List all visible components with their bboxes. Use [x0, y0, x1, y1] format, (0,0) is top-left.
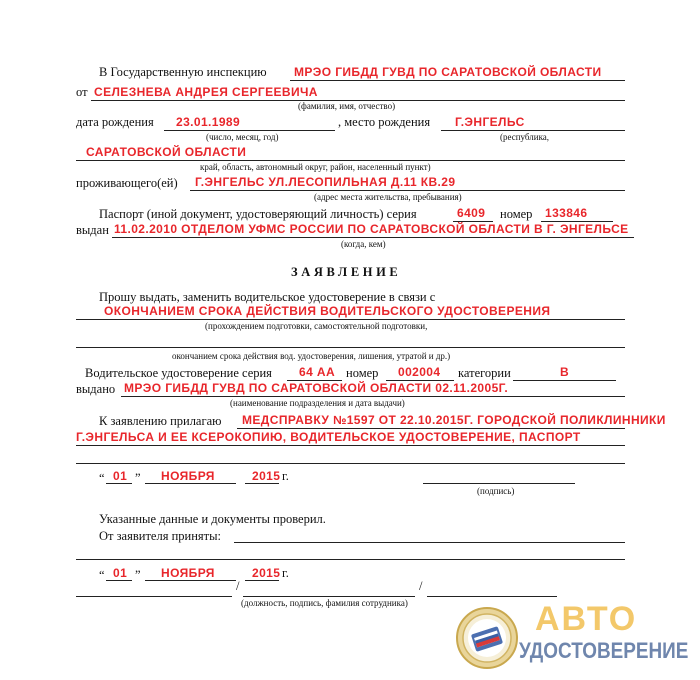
date2-close-quote: ” [135, 568, 141, 582]
signature-caption: (подпись) [477, 486, 515, 496]
reason-underline [76, 347, 625, 348]
date2-day[interactable]: 01 [113, 566, 128, 580]
accepted-underline [234, 542, 625, 543]
number-label: номер [500, 207, 533, 221]
issued-value[interactable]: 11.02.2010 ОТДЕЛОМ УФМС РОССИИ ПО САРАТОВСКОЙ ОБЛАСТИ В Г. ЭНГЕЛЬСЕ [114, 222, 629, 236]
date2-day-underline [106, 580, 132, 581]
officer-slash-1: / [236, 579, 240, 593]
issued-underline [112, 237, 634, 238]
category-value[interactable]: В [560, 365, 570, 379]
accepted-label: От заявителя приняты: [99, 529, 221, 543]
dob-underline [164, 130, 335, 131]
birthplace-value[interactable]: Г.ЭНГЕЛЬС [455, 115, 525, 129]
attach-underline-2 [76, 445, 625, 446]
request-label: Прошу выдать, заменить водительское удостоверение в связи с [99, 290, 436, 304]
passport-number[interactable]: 133846 [545, 206, 588, 220]
region-caption: край, область, автономный округ, район, населенный пункт) [200, 162, 431, 172]
date2-year-suffix: г. [282, 566, 289, 580]
birthplace-label: , место рождения [338, 115, 431, 129]
date2-year[interactable]: 2015 [252, 566, 281, 580]
watermark-line1: АВТО [535, 600, 638, 638]
date-month-underline [145, 483, 236, 484]
accepted-underline-2 [76, 559, 625, 560]
dob-label: дата рождения [76, 115, 154, 129]
residing-value[interactable]: Г.ЭНГЕЛЬС УЛ.ЛЕСОПИЛЬНАЯ Д.11 КВ.29 [195, 175, 456, 189]
date-year-underline [245, 483, 279, 484]
category-label: категории [458, 366, 511, 380]
residing-label: проживающего(ей) [76, 176, 178, 190]
license-number-label: номер [346, 366, 379, 380]
attach-underline-1 [237, 428, 625, 429]
region-underline [76, 160, 625, 161]
attach-underline-3 [76, 463, 625, 464]
attach-value-1[interactable]: МЕДСПРАВКУ №1597 ОТ 22.10.2015Г. ГОРОДСКОЙ ПОЛИКЛИННИКИ [242, 413, 666, 427]
date-open-quote: “ [99, 471, 105, 485]
dob-caption: (число, месяц, год) [206, 132, 279, 142]
reason-caption-2: окончанием срока действия вод. удостоверения, лишения, утратой и др.) [172, 351, 451, 361]
signature-line[interactable] [423, 483, 575, 484]
passport-label: Паспорт (иной документ, удостоверяющий личность) серия [99, 207, 417, 221]
passport-series[interactable]: 6409 [457, 206, 486, 220]
document-title: ЗАЯВЛЕНИЕ [291, 265, 402, 279]
birthplace-underline [441, 130, 625, 131]
category-underline [513, 380, 616, 381]
date2-year-underline [245, 580, 279, 581]
officer-name-line[interactable] [427, 596, 557, 597]
from-value[interactable]: СЕЛЕЗНЕВА АНДРЕЯ СЕРГЕЕВИЧА [94, 85, 318, 99]
republic-caption: (республика, [500, 132, 550, 142]
date2-open-quote: “ [99, 568, 105, 582]
address-caption: (адрес места жительства, пребывания) [314, 192, 462, 202]
officer-slash-2: / [419, 579, 423, 593]
date2-month[interactable]: НОЯБРЯ [161, 566, 215, 580]
date-year-suffix: г. [282, 469, 289, 483]
watermark-line2: УДОСТОВЕРЕНИЕ [519, 638, 689, 663]
license-number[interactable]: 002004 [398, 365, 441, 379]
inspection-label: В Государственную инспекцию [99, 65, 267, 79]
officer-caption: (должность, подпись, фамилия сотрудника) [241, 598, 408, 608]
date2-month-underline [145, 580, 236, 581]
date-day[interactable]: 01 [113, 469, 128, 483]
reason-caption-1: (прохождением подготовки, самостоятельной подготовки, [205, 321, 428, 331]
license-label: Водительское удостоверение серия [85, 366, 272, 380]
license-series[interactable]: 64 АА [299, 365, 336, 379]
inspection-value[interactable]: МРЭО ГИБДД ГУВД ПО САРАТОВСКОЙ ОБЛАСТИ [294, 65, 602, 79]
emblem-icon [455, 606, 519, 670]
license-issued-underline [121, 396, 625, 397]
watermark-logo [455, 600, 700, 680]
dob-value[interactable]: 23.01.1989 [176, 115, 241, 129]
checked-text: Указанные данные и документы проверил. [99, 512, 326, 526]
attach-label: К заявлению прилагаю [99, 414, 222, 428]
license-issued-label: выдано [76, 382, 116, 396]
officer-signature-line[interactable] [243, 596, 415, 597]
attach-value-2[interactable]: Г.ЭНГЕЛЬСА И ЕЕ КСЕРОКОПИЮ, ВОДИТЕЛЬСКОЕ УДОСТОВЕРЕНИЕ, ПАСПОРТ [76, 430, 581, 444]
date-close-quote: ” [135, 471, 141, 485]
inspection-underline [290, 80, 625, 81]
license-issued-value[interactable]: МРЭО ГИБДД ГУВД ПО САРАТОВСКОЙ ОБЛАСТИ 02.11.2005Г. [124, 381, 509, 395]
region-value[interactable]: САРАТОВСКОЙ ОБЛАСТИ [86, 145, 247, 159]
license-issued-caption: (наименование подразделения и дата выдачи) [230, 398, 405, 408]
date-year[interactable]: 2015 [252, 469, 281, 483]
from-label: от [76, 85, 88, 99]
request-value[interactable]: ОКОНЧАНИЕМ СРОКА ДЕЙСТВИЯ ВОДИТЕЛЬСКОГО УДОСТОВЕРЕНИЯ [104, 304, 551, 318]
issued-caption: (когда, кем) [341, 239, 386, 249]
officer-position-line[interactable] [76, 596, 232, 597]
issued-label: выдан [76, 223, 109, 237]
date-day-underline [106, 483, 132, 484]
residing-underline [190, 190, 625, 191]
fio-caption: (фамилия, имя, отчество) [298, 101, 396, 111]
request-underline [76, 319, 625, 320]
date-month[interactable]: НОЯБРЯ [161, 469, 215, 483]
